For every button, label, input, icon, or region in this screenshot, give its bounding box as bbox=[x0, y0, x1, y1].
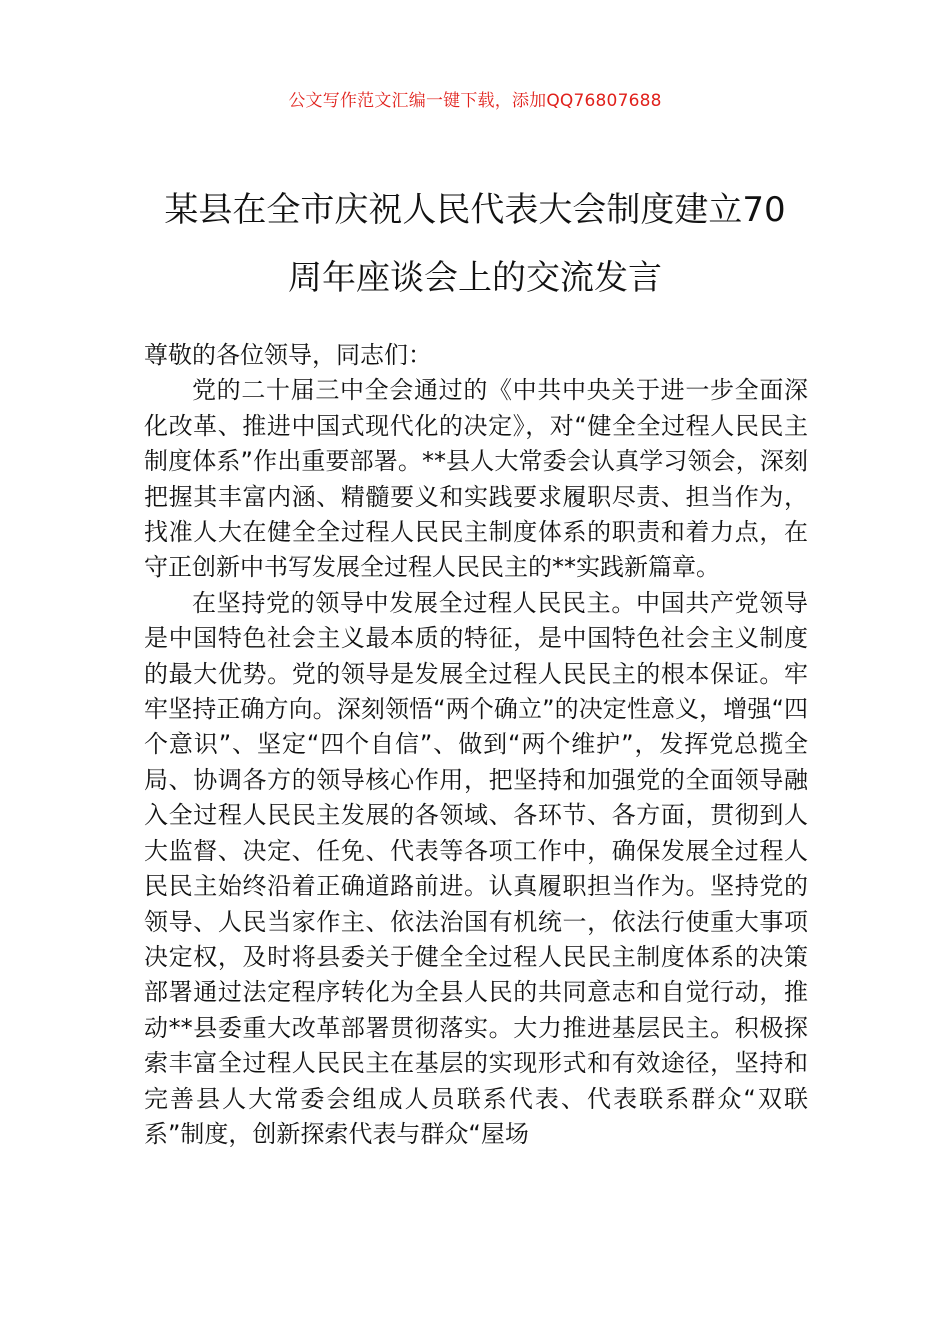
document-title bbox=[140, 176, 810, 312]
paragraph-party-leadership: 在坚持党的领导中发展全过程人民民主。中国共产党领导是中国特色社会主义最本质的特征，是中国特色社会主义制度的最大优势。党的领导是发展全过程人民民主的根本保证。牢牢坚持正确方向。深刻领悟“两个确立”的决定性意义，增强“四个意识”、坚定“四个自信”、做到“两个维护”，发挥党总揽全局、协调各方的领导核心作用，把坚持和加强党的全面领导融入全过程人民民主发展的各领域、各环节、各方面，贯彻到人大监督、决定、任免、代表等各项工作中，确保发展全过程人民民主始终沿着正确道路前进。认真履职担当作为。坚持党的领导、人民当家作主、依法治国有机统一，依法行使重大事项决定权，及时将县委关于健全全过程人民民主制度体系的决策部署通过法定程序转化为全县人民的共同意志和自觉行动，推动**县委重大改革部署贯彻落实。大力推进基层民主。积极探索丰富全过程人民民主在基层的实现形式和有效途径，坚持和完善县人大常委会组成人员联系代表、代表联系群众“双联系”制度，创新探索代表与群众“屋场 bbox=[144, 588, 808, 1148]
paragraph-intro: 党的二十届三中全会通过的《中共中央关于进一步全面深化改革、推进中国式现代化的决定》，对“健全全过程人民民主制度体系”作出重要部署。**县人大常委会认真学习领会，深刻把握其丰富内涵、精髓要义和实践要求履职尽责、担当作为，找准人大在健全全过程人民民主制度体系的职责和着力点，在守正创新中书写发展全过程人民民主的**实践新篇章。 bbox=[144, 376, 808, 582]
document-body bbox=[144, 338, 808, 1152]
salutation: 尊敬的各位领导，同志们： bbox=[144, 341, 432, 369]
download-promo-note: 公文写作范文汇编一键下载，添加QQ76807688 bbox=[288, 91, 662, 111]
title-line-1: 某县在全市庆祝人民代表大会制度建立70 bbox=[164, 190, 786, 230]
title-line-2: 周年座谈会上的交流发言 bbox=[288, 258, 662, 298]
